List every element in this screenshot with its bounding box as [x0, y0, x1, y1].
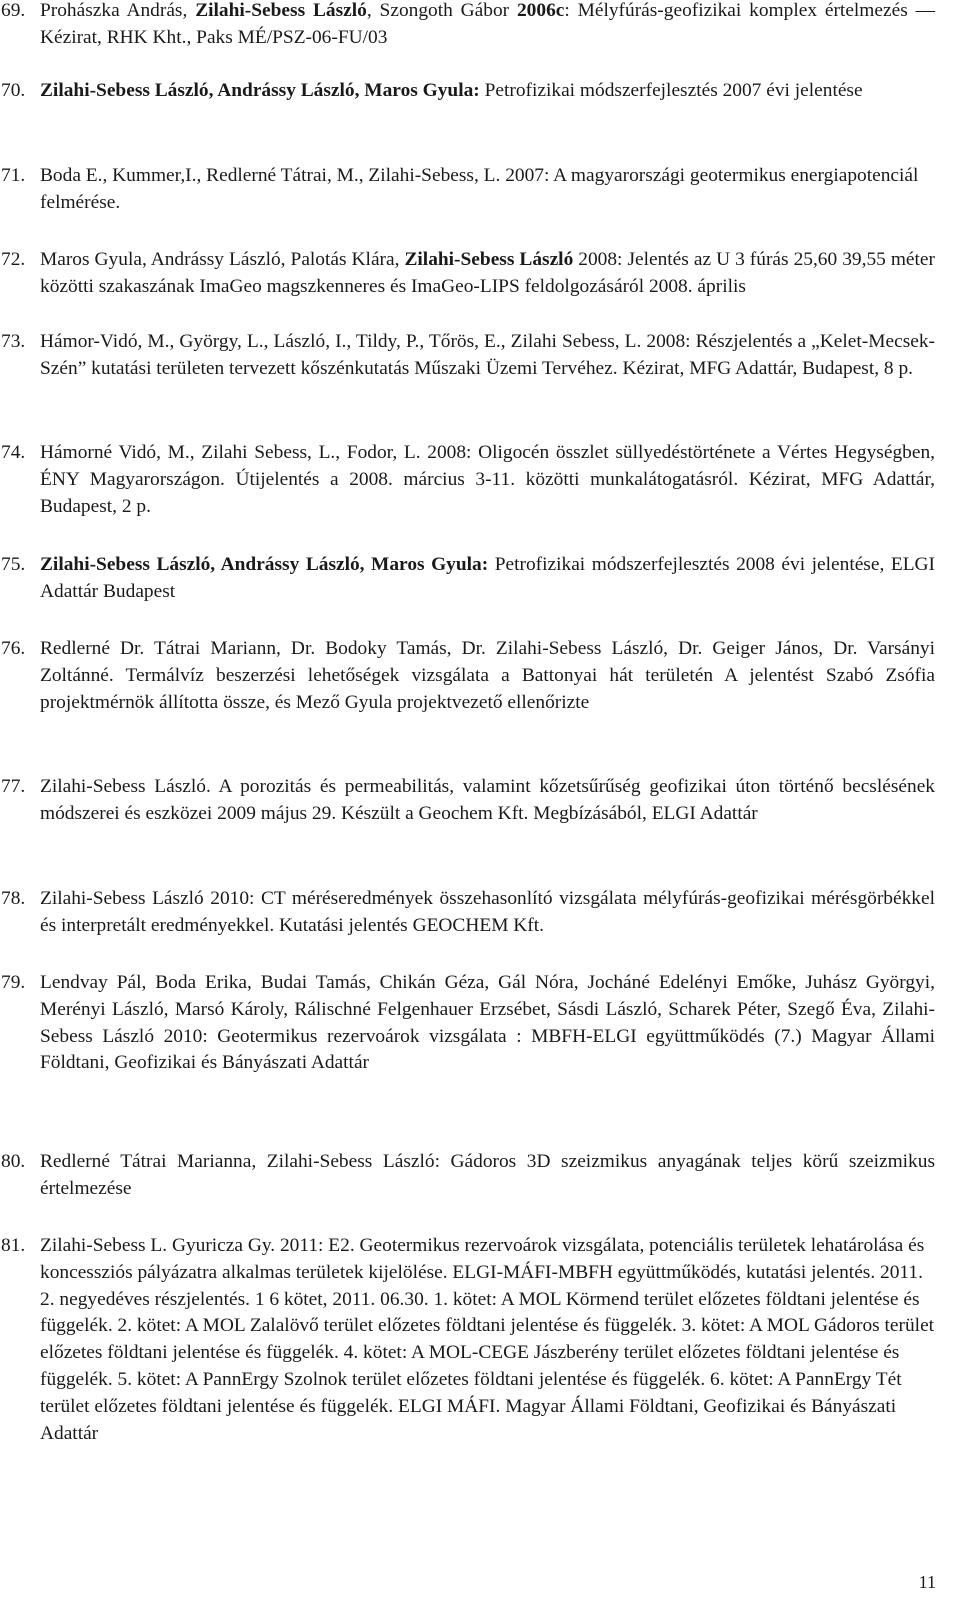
reference-entry — [0, 1233, 960, 1447]
reference-text: Redlerné Tátrai Marianna, Zilahi-Sebess László: Gádoros 3D szeizmikus anyagának teljes körű szeizmikus értelmezése — [40, 1151, 935, 1199]
reference-number: 70. — [1, 80, 26, 101]
reference-number: 76. — [1, 638, 26, 659]
reference-number: 79. — [1, 972, 26, 993]
reference-entry — [0, 552, 960, 606]
reference-entry — [0, 970, 960, 1077]
reference-number: 80. — [1, 1151, 26, 1172]
reference-number: 73. — [1, 331, 26, 352]
reference-entry — [0, 329, 960, 383]
reference-text: Lendvay Pál, Boda Erika, Budai Tamás, Chikán Géza, Gál Nóra, Jocháné Edelényi Emőke, Juhász Györgyi, Merényi László, Marsó Károly, Rálischné Felgenhauer Erzsébet, Sásdi László, Scharek Péter, Szegő Éva, Zilahi-Sebess László 2010: Geotermikus rezervoárok vizsgálata : MBFH-ELGI együttműködés (7.) Magyar Állami Földtani, Geofizikai és Bányászati Adattár — [40, 972, 935, 1074]
reference-number: 72. — [1, 249, 26, 270]
reference-entry — [0, 1149, 960, 1203]
reference-text: Zilahi-Sebess László, Andrássy László, Maros Gyula: Petrofizikai módszerfejlesztés 2008 évi jelentése, ELGI Adattár Budapest — [40, 554, 935, 602]
reference-number: 74. — [1, 442, 26, 463]
reference-text: Boda E., Kummer,I., Redlerné Tátrai, M., Zilahi-Sebess, L. 2007: A magyarországi geotermikus energiapotenciál felmérése. — [40, 165, 919, 213]
page-number: 11 — [918, 1572, 936, 1593]
reference-entry — [0, 78, 960, 105]
reference-text: Zilahi-Sebess László, Andrássy László, Maros Gyula: Petrofizikai módszerfejlesztés 2007 évi jelentése — [40, 80, 863, 101]
reference-text: Maros Gyula, Andrássy László, Palotás Klára, Zilahi-Sebess László 2008: Jelentés az U 3 fúrás 25,60 39,55 méter közötti szakaszának ImaGeo magszkenneres és ImaGeo-LIPS feldolgozásáról 2008. április — [40, 249, 935, 297]
reference-text: Redlerné Dr. Tátrai Mariann, Dr. Bodoky Tamás, Dr. Zilahi-Sebess László, Dr. Geiger János, Dr. Varsányi Zoltánné. Termálvíz beszerzési lehetőségek vizsgálata a Battonyai hát területén A jelentést Szabó Zsófia projektmérnök állította össze, és Mező Gyula projektvezető ellenőrizte — [40, 638, 935, 713]
reference-text: Zilahi-Sebess L. Gyuricza Gy. 2011: E2. Geotermikus rezervoárok vizsgálata, potenciális területek lehatárolása és koncessziós pályázatra alkalmas területek kijelölése. ELGI-MÁFI-MBFH együttműködés, kutatási jelentés. 2011. 2. negyedéves részjelentés. 1 6 kötet, 2011. 06.30. 1. kötet: A MOL Körmend terület előzetes földtani jelentése és függelék. 2. kötet: A MOL Zalalövő terület előzetes földtani jelentése és függelék. 3. kötet: A MOL Gádoros terület előzetes földtani jelentése és függelék. 4. kötet: A MOL-CEGE Jászberény terület előzetes földtani jelentése és függelék. 5. kötet: A PannErgy Szolnok terület előzetes földtani jelentése és függelék. 6. kötet: A PannErgy Tét terület előzetes földtani jelentése és függelék. ELGI MÁFI. Magyar Állami Földtani, Geofizikai és Bányászati Adattár — [40, 1235, 935, 1444]
reference-number: 78. — [1, 888, 26, 909]
reference-entry — [0, 163, 960, 217]
reference-entry — [0, 774, 960, 828]
reference-text: Hámor-Vidó, M., György, L., László, I., Tildy, P., Tőrös, E., Zilahi Sebess, L. 2008: Részjelentés a „Kelet-Mecsek-Szén” kutatási területen tervezett kőszénkutatás Műszaki Üzemi Tervéhez. Kézirat, MFG Adattár, Budapest, 8 p. — [40, 331, 935, 379]
reference-number: 77. — [1, 776, 26, 797]
reference-entry — [0, 247, 960, 301]
reference-entry — [0, 0, 960, 52]
reference-text: Prohászka András, Zilahi-Sebess László, Szongoth Gábor 2006c: Mélyfúrás-geofizikai komplex értelmezés — Kézirat, RHK Kht., Paks MÉ/PSZ-06-FU/03 — [40, 0, 936, 48]
reference-text: Hámorné Vidó, M., Zilahi Sebess, L., Fodor, L. 2008: Oligocén összlet süllyedéstörténete a Vértes Hegységben, ÉNY Magyarországon. Útijelentés a 2008. március 3-11. közötti munkalátogatásról. Kézirat, MFG Adattár, Budapest, 2 p. — [40, 442, 935, 517]
reference-entry — [0, 886, 960, 940]
reference-text: Zilahi-Sebess László 2010: CT méréseredmények összehasonlító vizsgálata mélyfúrás-geofizikai mérésgörbékkel és interpretált eredményekkel. Kutatási jelentés GEOCHEM Kft. — [40, 888, 935, 936]
reference-entry — [0, 440, 960, 520]
reference-number: 69. — [1, 0, 26, 21]
reference-text: Zilahi-Sebess László. A porozitás és permeabilitás, valamint kőzetsűrűség geofizikai úton történő becslésének módszerei és eszközei 2009 május 29. Készült a Geochem Kft. Megbízásából, ELGI Adattár — [40, 776, 935, 824]
reference-number: 81. — [1, 1235, 26, 1256]
reference-entry — [0, 636, 960, 716]
reference-number: 75. — [1, 554, 26, 575]
reference-number: 71. — [1, 165, 26, 186]
